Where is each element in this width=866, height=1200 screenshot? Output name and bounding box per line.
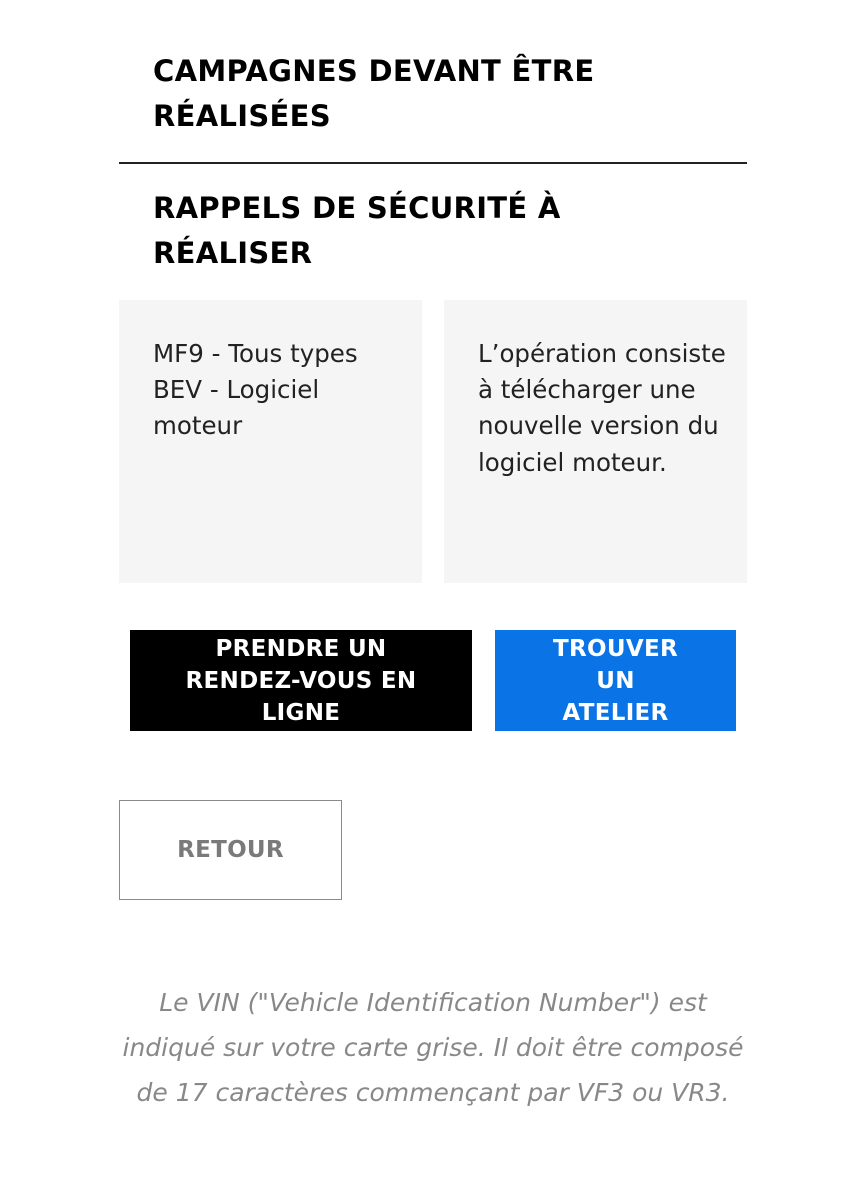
section-title-campaigns: CAMPAGNES DEVANT ÊTRE RÉALISÉES (153, 54, 595, 133)
book-appointment-button[interactable]: PRENDRE UN RENDEZ-VOUS EN LIGNE (130, 630, 472, 731)
recall-name-card (119, 300, 422, 583)
vin-help-text: Le VIN ("Vehicle Identification Number") est indiqué sur votre carte grise. Il doit être composé de 17 caractères commençant par VF3 ou VR3. (122, 988, 744, 1107)
find-workshop-button[interactable]: TROUVER UN ATELIER (495, 630, 736, 731)
recall-description-text: L’opération consiste à télécharger une nouvelle version du logiciel moteur. (478, 339, 726, 477)
recall-description-card (444, 300, 747, 583)
section-divider (119, 162, 747, 164)
recall-name-text: MF9 - Tous types BEV - Logiciel moteur (153, 339, 358, 441)
back-button[interactable]: RETOUR (119, 800, 342, 900)
section-title-safety-recalls: RAPPELS DE SÉCURITÉ À RÉALISER (153, 191, 561, 270)
